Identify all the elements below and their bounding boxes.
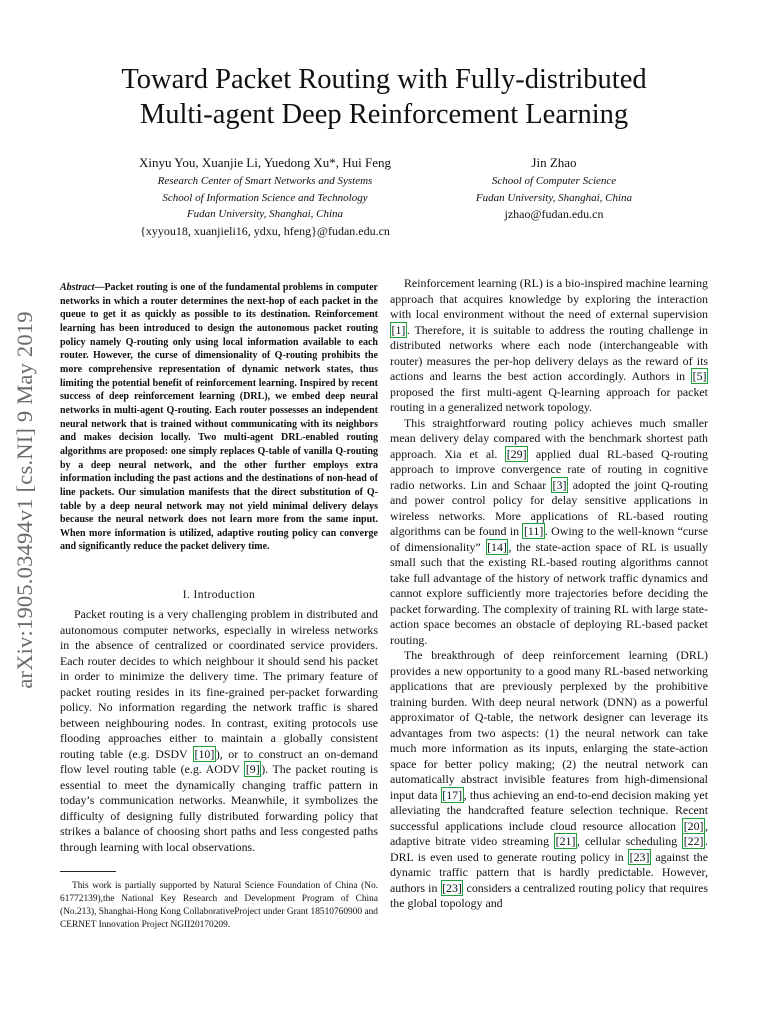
citation-link[interactable]: [29] <box>506 446 527 461</box>
text-run: adopted the joint Q-routing and power control policy for delay sensitive applications in wireless networks. More applications of RL-based routing algorithms can be found in <box>390 477 708 538</box>
text-run: . DRL is even used to generate routing policy in <box>390 834 708 864</box>
text-run: considers a centralized routing policy that requires the global topology and <box>390 880 709 910</box>
footnote: This work is partially supported by Natural Science Foundation of China (No. 61772139),the National Key Research and Development Program of China (No.213), Shanghai-Hong Kong CollaborativeProject under Grant 18510760900 and CERNET Innovation Project NGII20170209. <box>60 881 378 930</box>
text-run: Reinforcement learning (RL) is a bio-inspired machine learning approach that acquires knowledge by exploring the interaction with local environment without the need of external supervision <box>390 276 708 321</box>
citation-link[interactable]: [20] <box>683 818 704 833</box>
right-column-text <box>390 276 708 912</box>
citation-link[interactable]: [10] <box>194 746 215 761</box>
text-run: ). The packet routing is essential to meet the dynamically changing traffic pattern in today’s communication networks. Meanwhile, it symbolizes the difficulty of designing fully distributed forwarding policy that strikes a balance of choosing short paths and less congested paths through learning with local observations. <box>60 762 378 854</box>
abstract <box>60 281 378 554</box>
citation-link[interactable]: [9] <box>245 762 260 776</box>
text-run: ), or to construct an on-demand flow level routing table (e.g. AODV <box>60 746 379 776</box>
affiliation-line: Fudan University, Shanghai, China <box>475 191 633 204</box>
abstract-text: —Packet routing is one of the fundamental problems in computer networks in which a router determines the next-hop of each packet in the queue to get it as quickly as possible to its destination. Reinforcement learning has been introduced to design the autonomous packet routing policy namely Q-routing only using local information available to each router. However, the curse of dimensionality of Q-routing prohibits the more comprehensive representation of dynamic network states, thus limiting the potential benefit of reinforcement learning. Inspired by recent success of deep reinforcement learning (DRL), we embed deep neural networks in multi-agent Q-routing. Each router possesses an independent neural network that is trained without communicating with its neighbors and makes decision locally. Two multi-agent DRL-enabled routing algorithms are proposed: one simply replaces Q-table of vanilla Q-routing by a deep neural network, and the other further employs extra information including the past actions and the destinations of non-head of line packets. Our simulation manifests that the direct substitution of Q-table by a deep neural network may not yield minimal delivery delays because the neural network does not learn more from the same input. When more information is utilized, adaptive routing policy can converge and significantly reduce the packet delivery time. <box>60 282 378 553</box>
affiliation-line: Research Center of Smart Networks and Systems <box>157 175 373 187</box>
text-run: , adaptive bitrate video streaming <box>390 818 708 848</box>
text-run: The breakthrough of deep reinforcement learning (DRL) provides a new opportunity to a good many RL-based networking applications that are previously perplexed by the prohibitive training burden. With deep neural network (DNN) as a powerful approximator of Q-table, the network designer can leverage its advantages from two aspects: (1) the neural network can take much more information as its inputs, enlarging the state-action space for better policy making; (2) the neutral network can automatically abstract invisible features from high-dimensional input data <box>390 648 708 802</box>
paragraph <box>390 648 708 912</box>
text-run: proposed the first multi-agent Q-learning approach for packet routing in a generalized network topology. <box>390 384 708 414</box>
author-email-left: {xyyou18, xuanjieli16, ydxu, hfeng}@fudan.edu.cn <box>140 223 390 238</box>
citation-link[interactable]: [3] <box>552 477 567 492</box>
citation-link[interactable]: [21] <box>555 834 576 848</box>
arxiv-identifier <box>2 274 48 726</box>
abstract-lead: Abstract <box>60 282 95 293</box>
citation-link[interactable]: [14] <box>487 539 507 554</box>
paragraph <box>390 276 708 416</box>
text-run: against the dynamic traffic pattern that is hardly predictable. However, authors in <box>390 849 708 895</box>
footnote-rule <box>60 871 116 872</box>
paper-title-line-2: Multi-agent Deep Reinforcement Learning <box>139 99 629 130</box>
author-block-right <box>440 153 668 223</box>
section-heading-introduction: I. Introduction <box>182 589 256 601</box>
affiliation-line: School of Information Science and Technology <box>162 191 368 204</box>
text-run: , cellular scheduling <box>576 834 683 848</box>
author-names-right: Jin Zhao <box>531 155 577 170</box>
affiliation-line: School of Computer Science <box>491 175 617 187</box>
paper-title-line-1: Toward Packet Routing with Fully-distributed <box>121 64 647 95</box>
text-run: applied dual RL-based Q-routing approach to improve convergence rate of routing in cognitive radio networks. Lin and Schaar <box>390 446 708 492</box>
text-run: , the state-action space of RL is usually small such that the existing RL-based routing algorithms cannot take full advantage of the history of network traffic dynamics and cannot explore sufficiently more trajectories before deciding the packet forwarding. The complexity of training RL with large state-action space becomes an obstacle of deploying RL-based packet routing. <box>390 539 709 647</box>
citation-link[interactable]: [11] <box>523 524 544 538</box>
paragraph <box>60 607 378 855</box>
text-run: , thus achieving an end-to-end decision making yet alleviating the handcrafted feature selection technique. Recent successful applications include cloud resource allocation <box>390 787 708 833</box>
text-run: This straightforward routing policy achieves much smaller mean delivery delay compared with the benchmark shortest path approach. Xia et al. <box>390 415 708 461</box>
citation-link[interactable]: [17] <box>442 787 463 802</box>
affiliation-line: Fudan University, Shanghai, China <box>186 208 344 220</box>
citation-link[interactable]: [5] <box>692 369 707 383</box>
arxiv-identifier-text: arXiv:1905.03494v1 [cs.NI] 9 May 2019 <box>12 311 37 689</box>
text-run: Packet routing is a very challenging problem in distributed and autonomous computer networks, especially in wireless networks in the absence of centralized or coordinated service providers. Each router decides to which neighbour it should send his packet in order to minimize the delivery time. The primary feature of packet routing resides in its fine-grained per-packet forwarding policy. No information regarding the network traffic is shared between neighbouring nodes. In contrast, exiting protocols use flooding approaches either to maintain a globally consistent routing table (e.g. DSDV <box>60 607 378 761</box>
author-names-left: Xinyu You, Xuanjie Li, Yuedong Xu*, Hui Feng <box>139 155 391 170</box>
author-email-right: jzhao@fudan.edu.cn <box>504 207 604 221</box>
citation-link[interactable]: [23] <box>629 849 650 864</box>
author-block-left <box>100 153 430 239</box>
citation-link[interactable]: [1] <box>391 322 406 337</box>
text-run: . Owing to the well-known “curse of dimensionality” <box>390 524 708 554</box>
citation-link[interactable]: [23] <box>442 880 462 895</box>
citation-link[interactable]: [22] <box>683 834 704 848</box>
paragraph <box>390 416 708 649</box>
paper-title <box>60 62 708 132</box>
text-run: . Therefore, it is suitable to address the routing challenge in distributed networks where each node (interchangeable with router) measures the per-hop delivery delays as the reward of its actions and learns the best action accordingly. Authors in <box>390 322 708 383</box>
introduction-text <box>60 607 378 855</box>
